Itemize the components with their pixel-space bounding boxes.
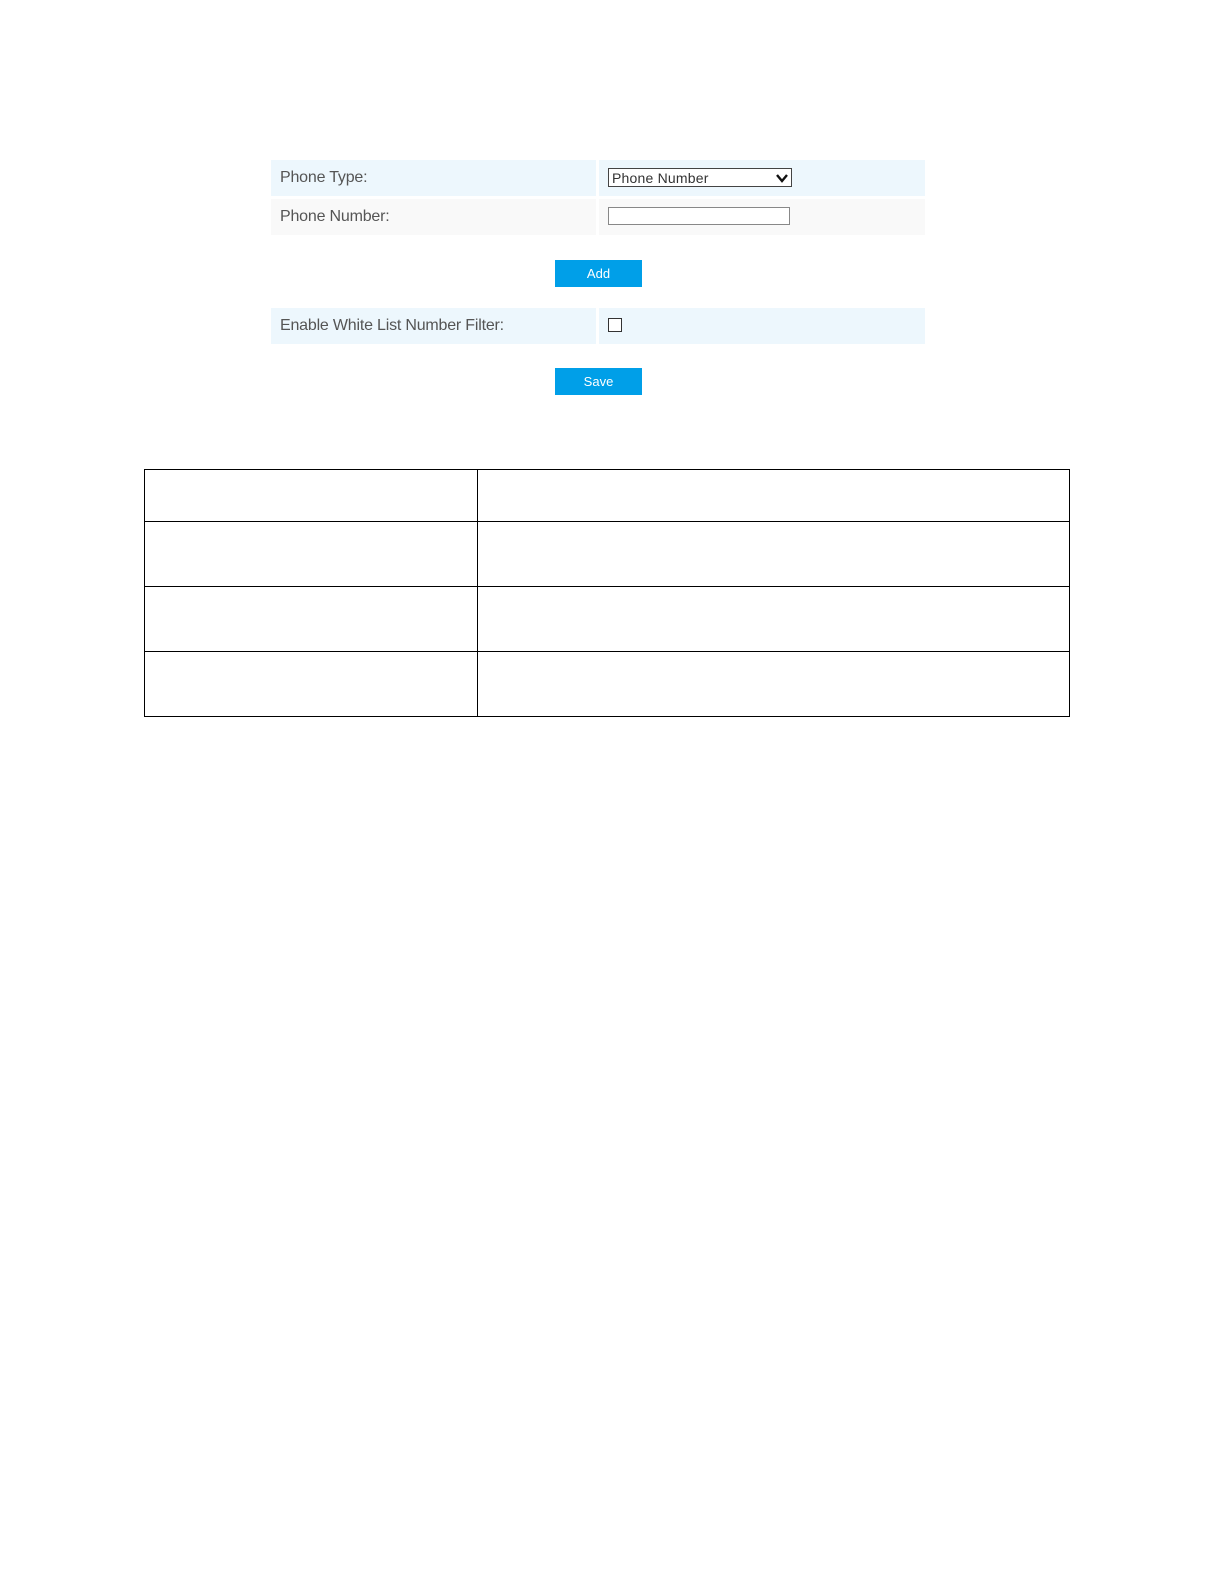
white-list-checkbox[interactable] (608, 318, 622, 332)
phone-number-row (271, 199, 925, 235)
save-button[interactable]: Save (555, 368, 642, 395)
chevron-down-icon (775, 171, 789, 185)
phone-number-input[interactable] (608, 207, 790, 225)
table-cell (145, 470, 478, 522)
phone-type-row (271, 160, 925, 196)
table-cell (478, 587, 1070, 652)
phone-type-selected-value: Phone Number (612, 170, 709, 186)
phone-type-label: Phone Type: (280, 169, 368, 186)
table-row (145, 652, 1070, 717)
white-list-row (271, 308, 925, 344)
phone-number-label: Phone Number: (280, 208, 390, 225)
description-table (144, 469, 1070, 717)
table-cell (478, 522, 1070, 587)
table-cell (145, 587, 478, 652)
table-cell (145, 652, 478, 717)
white-list-label: Enable White List Number Filter: (280, 317, 504, 334)
row-separator (596, 160, 599, 196)
table-cell (478, 652, 1070, 717)
table-cell (145, 522, 478, 587)
table-row (145, 470, 1070, 522)
table-cell (478, 470, 1070, 522)
table-row (145, 587, 1070, 652)
row-separator (596, 199, 599, 235)
phone-type-select[interactable] (608, 168, 792, 187)
row-separator (596, 308, 599, 344)
add-button[interactable]: Add (555, 260, 642, 287)
table-row (145, 522, 1070, 587)
